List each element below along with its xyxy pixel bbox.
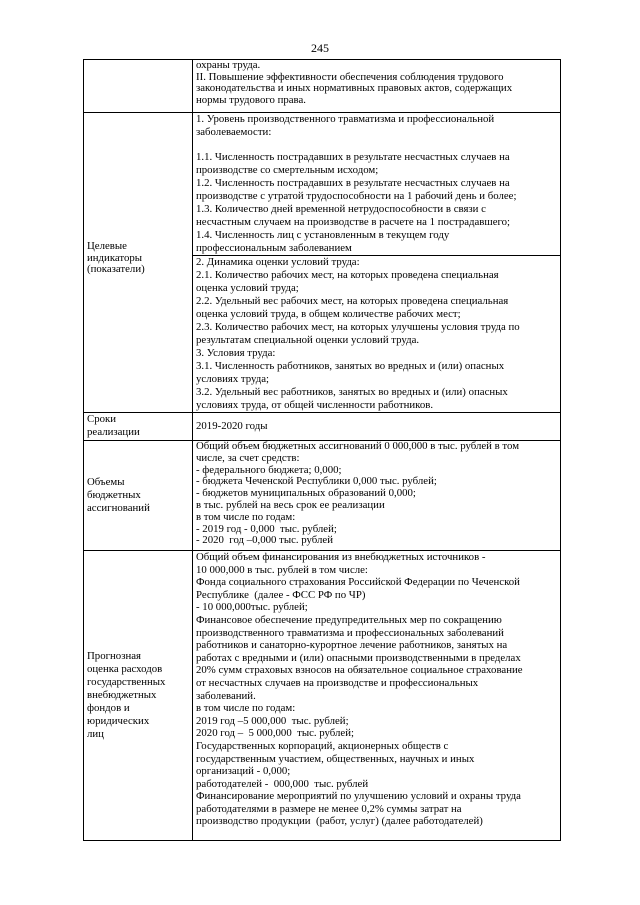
label-line: бюджетных <box>87 489 141 501</box>
row-label-budget <box>84 441 193 551</box>
content-line: организаций - 0,000; <box>196 765 291 778</box>
table-row-budget <box>84 441 561 551</box>
row-content-extrabudget <box>193 551 561 841</box>
row-content-indicators-1 <box>193 113 561 256</box>
label-line: внебюджетных <box>87 689 157 701</box>
content-line: несчастным случаем на производстве в расчете на 1 пострадавшего; <box>196 215 511 228</box>
label-line: оценка расходов <box>87 663 163 675</box>
content-line: 3.1. Численность работников, занятых во вредных и (или) опасных <box>196 360 505 372</box>
passport-table <box>83 59 561 841</box>
content-line: производство продукции (работ, услуг) (далее работодателей) <box>196 815 483 828</box>
content-line: 2.2. Удельный вес рабочих мест, на которых проведена специальная <box>196 295 509 307</box>
label-line: государственных <box>87 676 166 688</box>
content-line: законодательства и иных нормативных правовых актов, содержащих <box>196 82 513 94</box>
label-line: юридических <box>87 715 150 727</box>
content-line: II. Повышение эффективности обеспечения соблюдения трудового <box>196 70 504 83</box>
row-label-extrabudget <box>84 551 193 841</box>
table-row-indicators-a <box>84 113 561 256</box>
content-line: оценка условий труда, в общем количестве рабочих мест; <box>196 308 461 320</box>
content-line: производственного травматизма и профессиональных заболеваний <box>196 626 504 639</box>
label-line: (показатели) <box>87 263 145 275</box>
content-line: нормы трудового права. <box>196 93 307 106</box>
content-line: охраны труда. <box>196 59 261 71</box>
content-line: - 2019 год - 0,000 тыс. рублей; <box>196 522 337 535</box>
table-row-terms <box>84 413 561 441</box>
content-line: 2020 год – 5 000,000 тыс. рублей; <box>196 727 354 740</box>
content-line: оценка условий труда; <box>196 282 299 294</box>
table-row-goals <box>84 60 561 113</box>
label-line: лиц <box>87 728 104 740</box>
content-line: 1.1. Численность пострадавших в результате несчастных случаев на <box>196 150 510 163</box>
content-line: в том числе по годам: <box>196 510 296 523</box>
row-content-goals <box>193 60 561 113</box>
content-line: результатам специальной оценки условий труда. <box>196 334 420 346</box>
content-line: 1. Уровень производственного травматизма и профессиональной <box>196 113 495 125</box>
content-line: Общий объем бюджетных ассигнований 0 000,000 в тыс. рублей в том <box>196 440 520 452</box>
row-label-empty <box>84 60 193 113</box>
content-line: Общий объем финансирования из внебюджетных источников - <box>196 551 486 563</box>
content-line: государственным участием, общественных, научных и иных <box>196 752 475 765</box>
content-line: 3. Условия труда: <box>196 347 276 359</box>
content-line: 3.2. Удельный вес работников, занятых во вредных и (или) опасных <box>196 386 508 398</box>
label-line: реализации <box>87 426 140 438</box>
content-line: 1.4. Численность лиц с установленным в текущем году <box>196 228 450 241</box>
content-line: 10 000,000 в тыс. рублей в том числе: <box>196 563 368 576</box>
content-line: - федерального бюджета; 0,000; <box>196 463 342 476</box>
label-line: ассигнований <box>87 502 150 514</box>
content-line: в тыс. рублей на весь срок ее реализации <box>196 498 385 511</box>
content-line: работников и санаторно-курортное лечение работников, занятых на <box>196 639 508 652</box>
content-line: производстве со смертельным исходом; <box>196 163 379 176</box>
table-row-extrabudget <box>84 551 561 841</box>
row-content-budget <box>193 441 561 551</box>
label-line: Целевые <box>87 240 127 252</box>
label-line: Объемы <box>87 476 125 488</box>
content-line: 2019 год –5 000,000 тыс. рублей; <box>196 714 349 727</box>
content-line: - бюджета Чеченской Республики 0,000 тыс. рублей; <box>196 475 437 488</box>
content-line: работах с вредными и (или) опасными производственными в пределах <box>196 651 521 664</box>
content-line: Финансирование мероприятий по улучшению условий и охраны труда <box>196 790 521 803</box>
content-line: производстве с утратой трудоспособности на 1 рабочий день и более; <box>196 189 517 202</box>
row-label-indicators <box>84 113 193 413</box>
content-line: работодателями в размере не менее 0,2% суммы затрат на <box>196 802 462 815</box>
content-line: 20% сумм страховых взносов на обязательное социальное страхование <box>196 664 523 677</box>
content-line: 1.2. Численность пострадавших в результате несчастных случаев на <box>196 176 510 189</box>
content-line: Финансовое обеспечение предупредительных мер по сокращению <box>196 613 502 626</box>
content-line: - 2020 год –0,000 тыс. рублей <box>196 534 333 547</box>
content-line: 2.3. Количество рабочих мест, на которых улучшены условия труда по <box>196 321 520 333</box>
content-line: в том числе по годам: <box>196 702 296 715</box>
label-line: Сроки <box>87 413 117 425</box>
content-line: от несчастных случаев на производстве и профессиональных <box>196 676 479 689</box>
content-line: 2019-2020 годы <box>196 419 268 432</box>
label-line: Прогнозная <box>87 650 142 662</box>
content-line: профессиональным заболеванием <box>196 241 352 254</box>
content-line: условиях труда; <box>196 373 270 385</box>
content-line: 1.3. Количество дней временной нетрудоспособности в связи с <box>196 202 486 215</box>
row-label-terms <box>84 413 193 441</box>
content-line: заболеваний. <box>196 689 256 702</box>
label-line: фондов и <box>87 702 130 714</box>
label-line: индикаторы <box>87 251 143 264</box>
content-line: - бюджетов муниципальных образований 0,000; <box>196 487 416 500</box>
content-line: 2. Динамика оценки условий труда: <box>196 256 360 268</box>
content-line: работодателей - 000,000 тыс. рублей <box>196 777 369 790</box>
content-line: Государственных корпораций, акционерных обществ с <box>196 739 449 752</box>
row-content-indicators-2 <box>193 256 561 413</box>
content-line: Республике (далее - ФСС РФ по ЧР) <box>196 588 366 601</box>
content-line: заболеваемости: <box>196 126 272 138</box>
content-line: условиях труда, от общей численности работников. <box>196 399 434 411</box>
content-line: 2.1. Количество рабочих мест, на которых проведена специальная <box>196 269 499 281</box>
content-line: - 10 000,000тыс. рублей; <box>196 601 308 614</box>
content-line: числе, за счет средств: <box>196 451 300 464</box>
row-content-terms <box>193 413 561 441</box>
page-number: 245 <box>311 41 329 55</box>
content-line: Фонда социального страхования Российской Федерации по Чеченской <box>196 576 520 589</box>
